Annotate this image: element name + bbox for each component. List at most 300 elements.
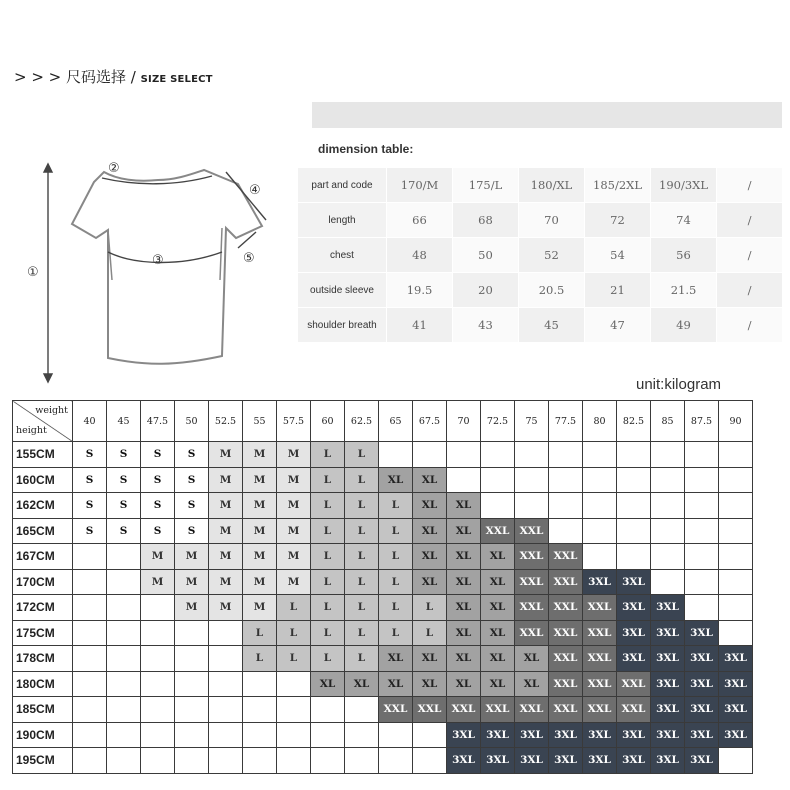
size-cell: L bbox=[379, 493, 413, 519]
height-label: 190CM bbox=[13, 722, 73, 748]
size-cell: XXL bbox=[413, 697, 447, 723]
height-row bbox=[13, 442, 753, 468]
size-cell: XL bbox=[481, 544, 515, 570]
size-cell: XXL bbox=[583, 620, 617, 646]
size-cell: 3XL bbox=[685, 671, 719, 697]
size-cell bbox=[651, 442, 685, 468]
weight-header-cell: 85 bbox=[651, 401, 685, 442]
size-cell bbox=[73, 697, 107, 723]
size-cell bbox=[141, 595, 175, 621]
size-cell: L bbox=[345, 646, 379, 672]
size-cell: XXL bbox=[515, 620, 549, 646]
size-cell: M bbox=[209, 493, 243, 519]
size-cell bbox=[481, 442, 515, 468]
size-cell: 3XL bbox=[515, 722, 549, 748]
size-cell: L bbox=[311, 646, 345, 672]
corner-cell bbox=[13, 401, 73, 442]
size-cell: XXL bbox=[549, 544, 583, 570]
size-cell: XL bbox=[413, 467, 447, 493]
height-row bbox=[13, 518, 753, 544]
size-cell: S bbox=[175, 467, 209, 493]
size-cell bbox=[277, 671, 311, 697]
size-cell: XXL bbox=[481, 697, 515, 723]
size-cell: L bbox=[345, 595, 379, 621]
height-label: 175CM bbox=[13, 620, 73, 646]
size-cell: 3XL bbox=[719, 646, 753, 672]
size-chart-table bbox=[12, 400, 753, 774]
heading-subtitle: SIZE SELECT bbox=[140, 74, 213, 85]
size-cell bbox=[651, 569, 685, 595]
dimension-cell: 74 bbox=[651, 203, 717, 238]
tshirt-diagram bbox=[16, 150, 296, 390]
size-cell: L bbox=[277, 620, 311, 646]
height-row bbox=[13, 748, 753, 774]
weight-header-row bbox=[13, 401, 753, 442]
corner-weight-label: weight bbox=[35, 405, 68, 416]
size-cell: M bbox=[277, 493, 311, 519]
size-cell bbox=[515, 493, 549, 519]
dimension-cell: 21.5 bbox=[651, 273, 717, 308]
weight-header-cell: 45 bbox=[107, 401, 141, 442]
size-cell bbox=[651, 518, 685, 544]
size-cell: M bbox=[243, 544, 277, 570]
dimension-cell: 20.5 bbox=[519, 273, 585, 308]
size-cell: L bbox=[345, 620, 379, 646]
weight-header-cell: 60 bbox=[311, 401, 345, 442]
size-cell: L bbox=[379, 595, 413, 621]
size-cell: L bbox=[311, 569, 345, 595]
size-cell bbox=[379, 442, 413, 468]
marker-4: ④ bbox=[249, 183, 261, 198]
size-cell: L bbox=[311, 544, 345, 570]
height-label: 162CM bbox=[13, 493, 73, 519]
size-cell: L bbox=[379, 518, 413, 544]
height-label: 185CM bbox=[13, 697, 73, 723]
size-cell: XL bbox=[413, 569, 447, 595]
size-cell bbox=[107, 620, 141, 646]
size-cell: XL bbox=[447, 569, 481, 595]
size-cell bbox=[719, 467, 753, 493]
size-cell bbox=[651, 544, 685, 570]
size-cell: XXL bbox=[583, 671, 617, 697]
size-cell: L bbox=[413, 620, 447, 646]
dimension-table-title: dimension table: bbox=[318, 142, 414, 156]
dimension-cell: 70 bbox=[519, 203, 585, 238]
dimension-cell: / bbox=[717, 273, 783, 308]
dimension-cell: / bbox=[717, 168, 783, 203]
size-cell bbox=[209, 646, 243, 672]
size-cell bbox=[73, 620, 107, 646]
size-cell bbox=[243, 748, 277, 774]
size-cell: XL bbox=[345, 671, 379, 697]
size-cell bbox=[719, 595, 753, 621]
size-cell bbox=[107, 544, 141, 570]
size-cell bbox=[107, 671, 141, 697]
size-cell: L bbox=[243, 646, 277, 672]
size-cell bbox=[719, 569, 753, 595]
size-cell: M bbox=[277, 467, 311, 493]
size-cell: M bbox=[277, 544, 311, 570]
size-cell: M bbox=[175, 595, 209, 621]
size-cell: 3XL bbox=[583, 748, 617, 774]
size-cell: S bbox=[73, 493, 107, 519]
size-cell bbox=[549, 518, 583, 544]
height-row bbox=[13, 697, 753, 723]
size-cell: M bbox=[243, 493, 277, 519]
size-cell bbox=[719, 493, 753, 519]
dimension-row bbox=[298, 168, 783, 203]
height-row bbox=[13, 646, 753, 672]
size-cell: S bbox=[107, 467, 141, 493]
weight-header-cell: 87.5 bbox=[685, 401, 719, 442]
size-cell: L bbox=[345, 544, 379, 570]
size-cell: XXL bbox=[549, 697, 583, 723]
size-cell bbox=[107, 569, 141, 595]
size-cell: S bbox=[107, 493, 141, 519]
dimension-row bbox=[298, 308, 783, 343]
size-cell: M bbox=[209, 442, 243, 468]
size-cell: 3XL bbox=[685, 722, 719, 748]
size-cell: XXL bbox=[515, 595, 549, 621]
dimension-cell: 66 bbox=[387, 203, 453, 238]
size-cell bbox=[243, 671, 277, 697]
size-cell: XL bbox=[515, 671, 549, 697]
dimension-cell: 49 bbox=[651, 308, 717, 343]
size-cell: XXL bbox=[583, 646, 617, 672]
size-cell bbox=[549, 442, 583, 468]
size-cell: XXL bbox=[549, 595, 583, 621]
size-cell: 3XL bbox=[685, 620, 719, 646]
size-cell bbox=[685, 442, 719, 468]
dimension-row-label: shoulder breath bbox=[298, 308, 387, 343]
dimension-row-label: part and code bbox=[298, 168, 387, 203]
size-cell: M bbox=[209, 467, 243, 493]
marker-2: ② bbox=[108, 161, 120, 176]
size-cell bbox=[583, 442, 617, 468]
marker-3: ③ bbox=[152, 253, 164, 268]
size-cell: 3XL bbox=[515, 748, 549, 774]
size-cell bbox=[73, 569, 107, 595]
size-cell bbox=[481, 493, 515, 519]
height-row bbox=[13, 569, 753, 595]
size-cell: XL bbox=[413, 493, 447, 519]
size-cell bbox=[583, 493, 617, 519]
size-cell: M bbox=[209, 569, 243, 595]
height-row bbox=[13, 493, 753, 519]
size-cell: XL bbox=[515, 646, 549, 672]
weight-header-cell: 57.5 bbox=[277, 401, 311, 442]
unit-label: unit:kilogram bbox=[636, 376, 722, 393]
size-cell bbox=[107, 595, 141, 621]
size-cell: 3XL bbox=[617, 748, 651, 774]
dimension-cell: 72 bbox=[585, 203, 651, 238]
weight-header-cell: 67.5 bbox=[413, 401, 447, 442]
size-cell: 3XL bbox=[651, 595, 685, 621]
marker-1: ① bbox=[27, 265, 39, 280]
size-cell bbox=[73, 748, 107, 774]
height-row bbox=[13, 620, 753, 646]
size-cell: XL bbox=[413, 518, 447, 544]
size-cell bbox=[73, 722, 107, 748]
dimension-cell: 45 bbox=[519, 308, 585, 343]
height-row bbox=[13, 544, 753, 570]
size-cell bbox=[107, 722, 141, 748]
dimension-cell: 190/3XL bbox=[651, 168, 717, 203]
size-cell: M bbox=[243, 442, 277, 468]
size-cell bbox=[107, 697, 141, 723]
height-label: 160CM bbox=[13, 467, 73, 493]
weight-header-cell: 47.5 bbox=[141, 401, 175, 442]
size-cell: L bbox=[277, 646, 311, 672]
dimension-cell: 19.5 bbox=[387, 273, 453, 308]
size-cell: 3XL bbox=[651, 748, 685, 774]
size-cell: M bbox=[243, 595, 277, 621]
weight-header-cell: 52.5 bbox=[209, 401, 243, 442]
dimension-cell: 41 bbox=[387, 308, 453, 343]
dimension-cell: 185/2XL bbox=[585, 168, 651, 203]
size-cell: 3XL bbox=[617, 569, 651, 595]
weight-header-cell: 62.5 bbox=[345, 401, 379, 442]
size-cell: XL bbox=[447, 671, 481, 697]
dimension-table bbox=[297, 167, 783, 343]
size-cell: 3XL bbox=[685, 697, 719, 723]
size-cell bbox=[277, 697, 311, 723]
size-cell bbox=[277, 748, 311, 774]
size-cell: M bbox=[175, 544, 209, 570]
weight-header-cell: 90 bbox=[719, 401, 753, 442]
size-cell: XXL bbox=[617, 671, 651, 697]
size-cell bbox=[583, 467, 617, 493]
dimension-cell: 21 bbox=[585, 273, 651, 308]
size-cell bbox=[175, 671, 209, 697]
weight-header-cell: 70 bbox=[447, 401, 481, 442]
size-cell: 3XL bbox=[549, 722, 583, 748]
size-cell bbox=[73, 671, 107, 697]
size-cell bbox=[277, 722, 311, 748]
size-cell bbox=[583, 518, 617, 544]
dimension-cell: 52 bbox=[519, 238, 585, 273]
size-cell bbox=[719, 544, 753, 570]
size-cell: L bbox=[311, 620, 345, 646]
size-cell: XL bbox=[379, 467, 413, 493]
size-cell: S bbox=[175, 493, 209, 519]
size-cell: L bbox=[311, 493, 345, 519]
dimension-row-label: outside sleeve bbox=[298, 273, 387, 308]
size-cell bbox=[243, 697, 277, 723]
height-label: 167CM bbox=[13, 544, 73, 570]
size-cell bbox=[549, 467, 583, 493]
size-cell: S bbox=[141, 442, 175, 468]
size-cell: 3XL bbox=[447, 722, 481, 748]
size-cell: L bbox=[413, 595, 447, 621]
size-cell: XXL bbox=[549, 620, 583, 646]
size-cell: L bbox=[311, 595, 345, 621]
size-cell: XL bbox=[379, 671, 413, 697]
size-cell: XXL bbox=[549, 671, 583, 697]
height-row bbox=[13, 671, 753, 697]
size-cell: L bbox=[311, 442, 345, 468]
size-cell: XL bbox=[413, 544, 447, 570]
size-cell bbox=[311, 697, 345, 723]
weight-header-cell: 77.5 bbox=[549, 401, 583, 442]
size-cell bbox=[107, 646, 141, 672]
size-cell bbox=[617, 493, 651, 519]
size-cell: S bbox=[141, 493, 175, 519]
weight-header-cell: 50 bbox=[175, 401, 209, 442]
size-cell: M bbox=[243, 467, 277, 493]
size-cell: 3XL bbox=[617, 595, 651, 621]
height-label: 178CM bbox=[13, 646, 73, 672]
size-cell: XXL bbox=[447, 697, 481, 723]
size-cell bbox=[379, 748, 413, 774]
size-cell: 3XL bbox=[651, 697, 685, 723]
dimension-row bbox=[298, 238, 783, 273]
dimension-cell: 50 bbox=[453, 238, 519, 273]
size-cell: M bbox=[209, 518, 243, 544]
size-cell bbox=[617, 467, 651, 493]
size-cell: XL bbox=[447, 518, 481, 544]
size-cell: L bbox=[379, 620, 413, 646]
size-cell bbox=[141, 697, 175, 723]
size-cell: 3XL bbox=[651, 722, 685, 748]
size-cell: S bbox=[141, 467, 175, 493]
size-cell bbox=[617, 544, 651, 570]
size-cell bbox=[379, 722, 413, 748]
size-cell: M bbox=[141, 569, 175, 595]
size-cell: M bbox=[277, 442, 311, 468]
size-cell: 3XL bbox=[549, 748, 583, 774]
dimension-cell: 54 bbox=[585, 238, 651, 273]
height-label: 165CM bbox=[13, 518, 73, 544]
size-select-heading bbox=[14, 66, 213, 87]
dimension-cell: 47 bbox=[585, 308, 651, 343]
size-cell: M bbox=[243, 569, 277, 595]
height-label: 195CM bbox=[13, 748, 73, 774]
height-label: 170CM bbox=[13, 569, 73, 595]
size-cell: 3XL bbox=[617, 722, 651, 748]
size-cell: L bbox=[379, 544, 413, 570]
size-cell: 3XL bbox=[617, 620, 651, 646]
dimension-row bbox=[298, 273, 783, 308]
size-cell: XL bbox=[481, 595, 515, 621]
size-cell: 3XL bbox=[719, 671, 753, 697]
size-cell bbox=[311, 722, 345, 748]
size-cell: M bbox=[277, 518, 311, 544]
size-cell bbox=[345, 722, 379, 748]
size-cell bbox=[209, 671, 243, 697]
dimension-cell: 56 bbox=[651, 238, 717, 273]
dimension-cell: 43 bbox=[453, 308, 519, 343]
size-cell bbox=[209, 748, 243, 774]
size-cell: 3XL bbox=[651, 671, 685, 697]
size-cell bbox=[685, 493, 719, 519]
size-cell: XXL bbox=[583, 595, 617, 621]
size-cell: XL bbox=[481, 671, 515, 697]
size-cell bbox=[651, 493, 685, 519]
size-cell bbox=[141, 722, 175, 748]
size-cell bbox=[685, 595, 719, 621]
size-cell: S bbox=[73, 442, 107, 468]
size-cell bbox=[481, 467, 515, 493]
weight-header-cell: 75 bbox=[515, 401, 549, 442]
size-cell bbox=[719, 748, 753, 774]
size-cell: 3XL bbox=[719, 722, 753, 748]
size-cell: XL bbox=[311, 671, 345, 697]
heading-prefix: > > > 尺码选择 / bbox=[14, 68, 136, 86]
size-cell: M bbox=[209, 544, 243, 570]
size-cell: 3XL bbox=[651, 646, 685, 672]
size-cell bbox=[345, 748, 379, 774]
size-cell: XXL bbox=[379, 697, 413, 723]
size-cell: S bbox=[107, 442, 141, 468]
dimension-cell: 170/M bbox=[387, 168, 453, 203]
size-cell: 3XL bbox=[617, 646, 651, 672]
size-cell bbox=[73, 595, 107, 621]
height-label: 180CM bbox=[13, 671, 73, 697]
size-cell: 3XL bbox=[685, 646, 719, 672]
size-cell bbox=[141, 748, 175, 774]
size-cell: M bbox=[141, 544, 175, 570]
size-cell bbox=[549, 493, 583, 519]
size-cell bbox=[345, 697, 379, 723]
size-cell: L bbox=[345, 467, 379, 493]
dimension-cell: / bbox=[717, 308, 783, 343]
size-cell: XXL bbox=[583, 697, 617, 723]
size-cell: XXL bbox=[515, 697, 549, 723]
size-cell: L bbox=[345, 442, 379, 468]
size-cell: S bbox=[175, 442, 209, 468]
size-cell: XL bbox=[413, 646, 447, 672]
size-cell: XXL bbox=[515, 518, 549, 544]
size-cell: L bbox=[243, 620, 277, 646]
size-cell: XXL bbox=[617, 697, 651, 723]
size-cell: L bbox=[277, 595, 311, 621]
size-cell bbox=[73, 646, 107, 672]
size-cell bbox=[719, 620, 753, 646]
dimension-row bbox=[298, 203, 783, 238]
size-cell bbox=[617, 518, 651, 544]
size-cell bbox=[73, 544, 107, 570]
size-cell bbox=[413, 442, 447, 468]
dimension-cell: / bbox=[717, 203, 783, 238]
dimension-cell: 68 bbox=[453, 203, 519, 238]
height-label: 172CM bbox=[13, 595, 73, 621]
size-cell bbox=[141, 671, 175, 697]
size-cell: XL bbox=[379, 646, 413, 672]
size-cell: S bbox=[73, 518, 107, 544]
size-cell: XXL bbox=[549, 646, 583, 672]
marker-5: ⑤ bbox=[243, 251, 255, 266]
size-cell bbox=[583, 544, 617, 570]
size-cell bbox=[685, 518, 719, 544]
size-cell: S bbox=[107, 518, 141, 544]
size-cell: L bbox=[345, 569, 379, 595]
size-cell bbox=[175, 646, 209, 672]
size-cell: 3XL bbox=[583, 569, 617, 595]
size-cell: XL bbox=[447, 646, 481, 672]
weight-header-cell: 55 bbox=[243, 401, 277, 442]
size-cell bbox=[141, 620, 175, 646]
size-cell bbox=[209, 620, 243, 646]
size-cell bbox=[209, 722, 243, 748]
size-cell: 3XL bbox=[685, 748, 719, 774]
size-cell: L bbox=[311, 518, 345, 544]
size-cell: 3XL bbox=[651, 620, 685, 646]
dimension-cell: / bbox=[717, 238, 783, 273]
size-cell bbox=[515, 467, 549, 493]
size-cell bbox=[107, 748, 141, 774]
size-cell bbox=[617, 442, 651, 468]
